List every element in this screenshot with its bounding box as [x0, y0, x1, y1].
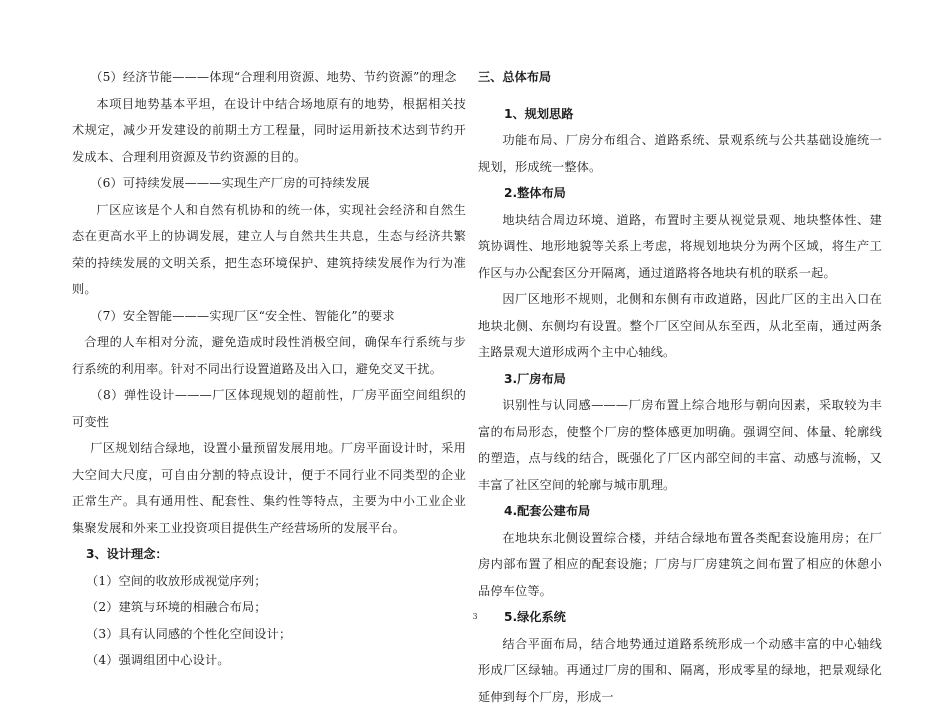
section-title: 三、总体布局 [478, 64, 882, 91]
design-concept-heading: 3、设计理念： [72, 541, 466, 568]
elastic-heading: （8）弹性设计———厂区体现规划的超前性，厂房平面空间组织的可变性 [72, 382, 466, 435]
safety-heading: （7）安全智能———实现厂区“安全性、智能化”的要求 [72, 303, 466, 330]
overall-layout-paragraph: 地块结合周边环境、道路，布置时主要从视觉景观、地块整体性、建筑协调性、地形地貌等关系上考虑，将规划地块分为两个区域，将生产工作区与办公配套区分开隔离，通过道路将各地块有机的联系一起。 [478, 207, 882, 287]
sustainability-heading: （6）可持续发展———实现生产厂房的可持续发展 [72, 170, 466, 197]
planning-idea-heading: 1、规划思路 [478, 101, 882, 128]
overall-layout-heading: 2.整体布局 [478, 180, 882, 207]
concept-item: （2）建筑与环境的相融合布局； [72, 594, 466, 621]
page-number: 3 [0, 612, 950, 621]
sustainability-paragraph: 厂区应该是个人和自然有机协和的统一体，实现社会经济和自然生态在更高水平上的协调发展，建立人与自然共生共息，生态与经济共繁荣的持续发展的文明关系，把生态环境保护、建筑持续发展作为行为准则。 [72, 197, 466, 303]
elastic-paragraph: 厂区规划结合绿地，设置小量预留发展用地。厂房平面设计时，采用大空间大尺度，可自由分割的特点设计，便于不同行业不同类型的企业正常生产。具有通用性、配套性、集约性等特点，主要为中小工业企业集聚发展和外来工业投资项目提供生产经营场所的发展平台。 [72, 435, 466, 541]
left-column [72, 64, 466, 674]
concept-item: （3）具有认同感的个性化空间设计； [72, 621, 466, 648]
safety-paragraph: 合理的人车相对分流，避免造成时段性消极空间，确保车行系统与步行系统的利用率。针对不同出行设置道路及出入口，避免交叉干扰。 [72, 329, 466, 382]
planning-idea-paragraph: 功能布局、厂房分布组合、道路系统、景观系统与公共基础设施统一规划，形成统一整体。 [478, 127, 882, 180]
concept-item: （1）空间的收放形成视觉序列； [72, 568, 466, 595]
greening-heading: 5.绿化系统 [478, 604, 882, 631]
concept-item: （4）强调组团中心设计。 [72, 647, 466, 674]
factory-layout-paragraph: 识别性与认同感———厂房布置上综合地形与朝向因素，采取较为丰富的布局形态，使整个厂房的整体感更加明确。强调空间、体量、轮廓线的塑造，点与线的结合，既强化了厂区内部空间的丰富、动感与流畅，又丰富了社区空间的轮廓与城市肌理。 [478, 392, 882, 498]
supporting-buildings-paragraph: 在地块东北侧设置综合楼，并结合绿地布置各类配套设施用房；在厂房内部布置了相应的配套设施；厂房与厂房建筑之间布置了相应的休憩小品停车位等。 [478, 525, 882, 605]
economy-heading: （5）经济节能———体现“合理利用资源、地势、节约资源”的理念 [72, 64, 466, 91]
factory-layout-heading: 3.厂房布局 [478, 366, 882, 393]
supporting-buildings-heading: 4.配套公建布局 [478, 498, 882, 525]
greening-paragraph: 结合平面布局，结合地势通过道路系统形成一个动感丰富的中心轴线形成厂区绿轴。再通过厂房的围和、隔离，形成零星的绿地，把景观绿化延伸到每个厂房，形成一 [478, 631, 882, 710]
entrance-paragraph: 因厂区地形不规则，北侧和东侧有市政道路，因此厂区的主出入口在地块北侧、东侧均有设置。整个厂区空间从东至西，从北至南，通过两条主路景观大道形成两个主中心轴线。 [478, 286, 882, 366]
economy-paragraph: 本项目地势基本平坦，在设计中结合场地原有的地势，根据相关技术规定，减少开发建设的前期土方工程量，同时运用新技术达到节约开发成本、合理利用资源及节约资源的目的。 [72, 91, 466, 171]
